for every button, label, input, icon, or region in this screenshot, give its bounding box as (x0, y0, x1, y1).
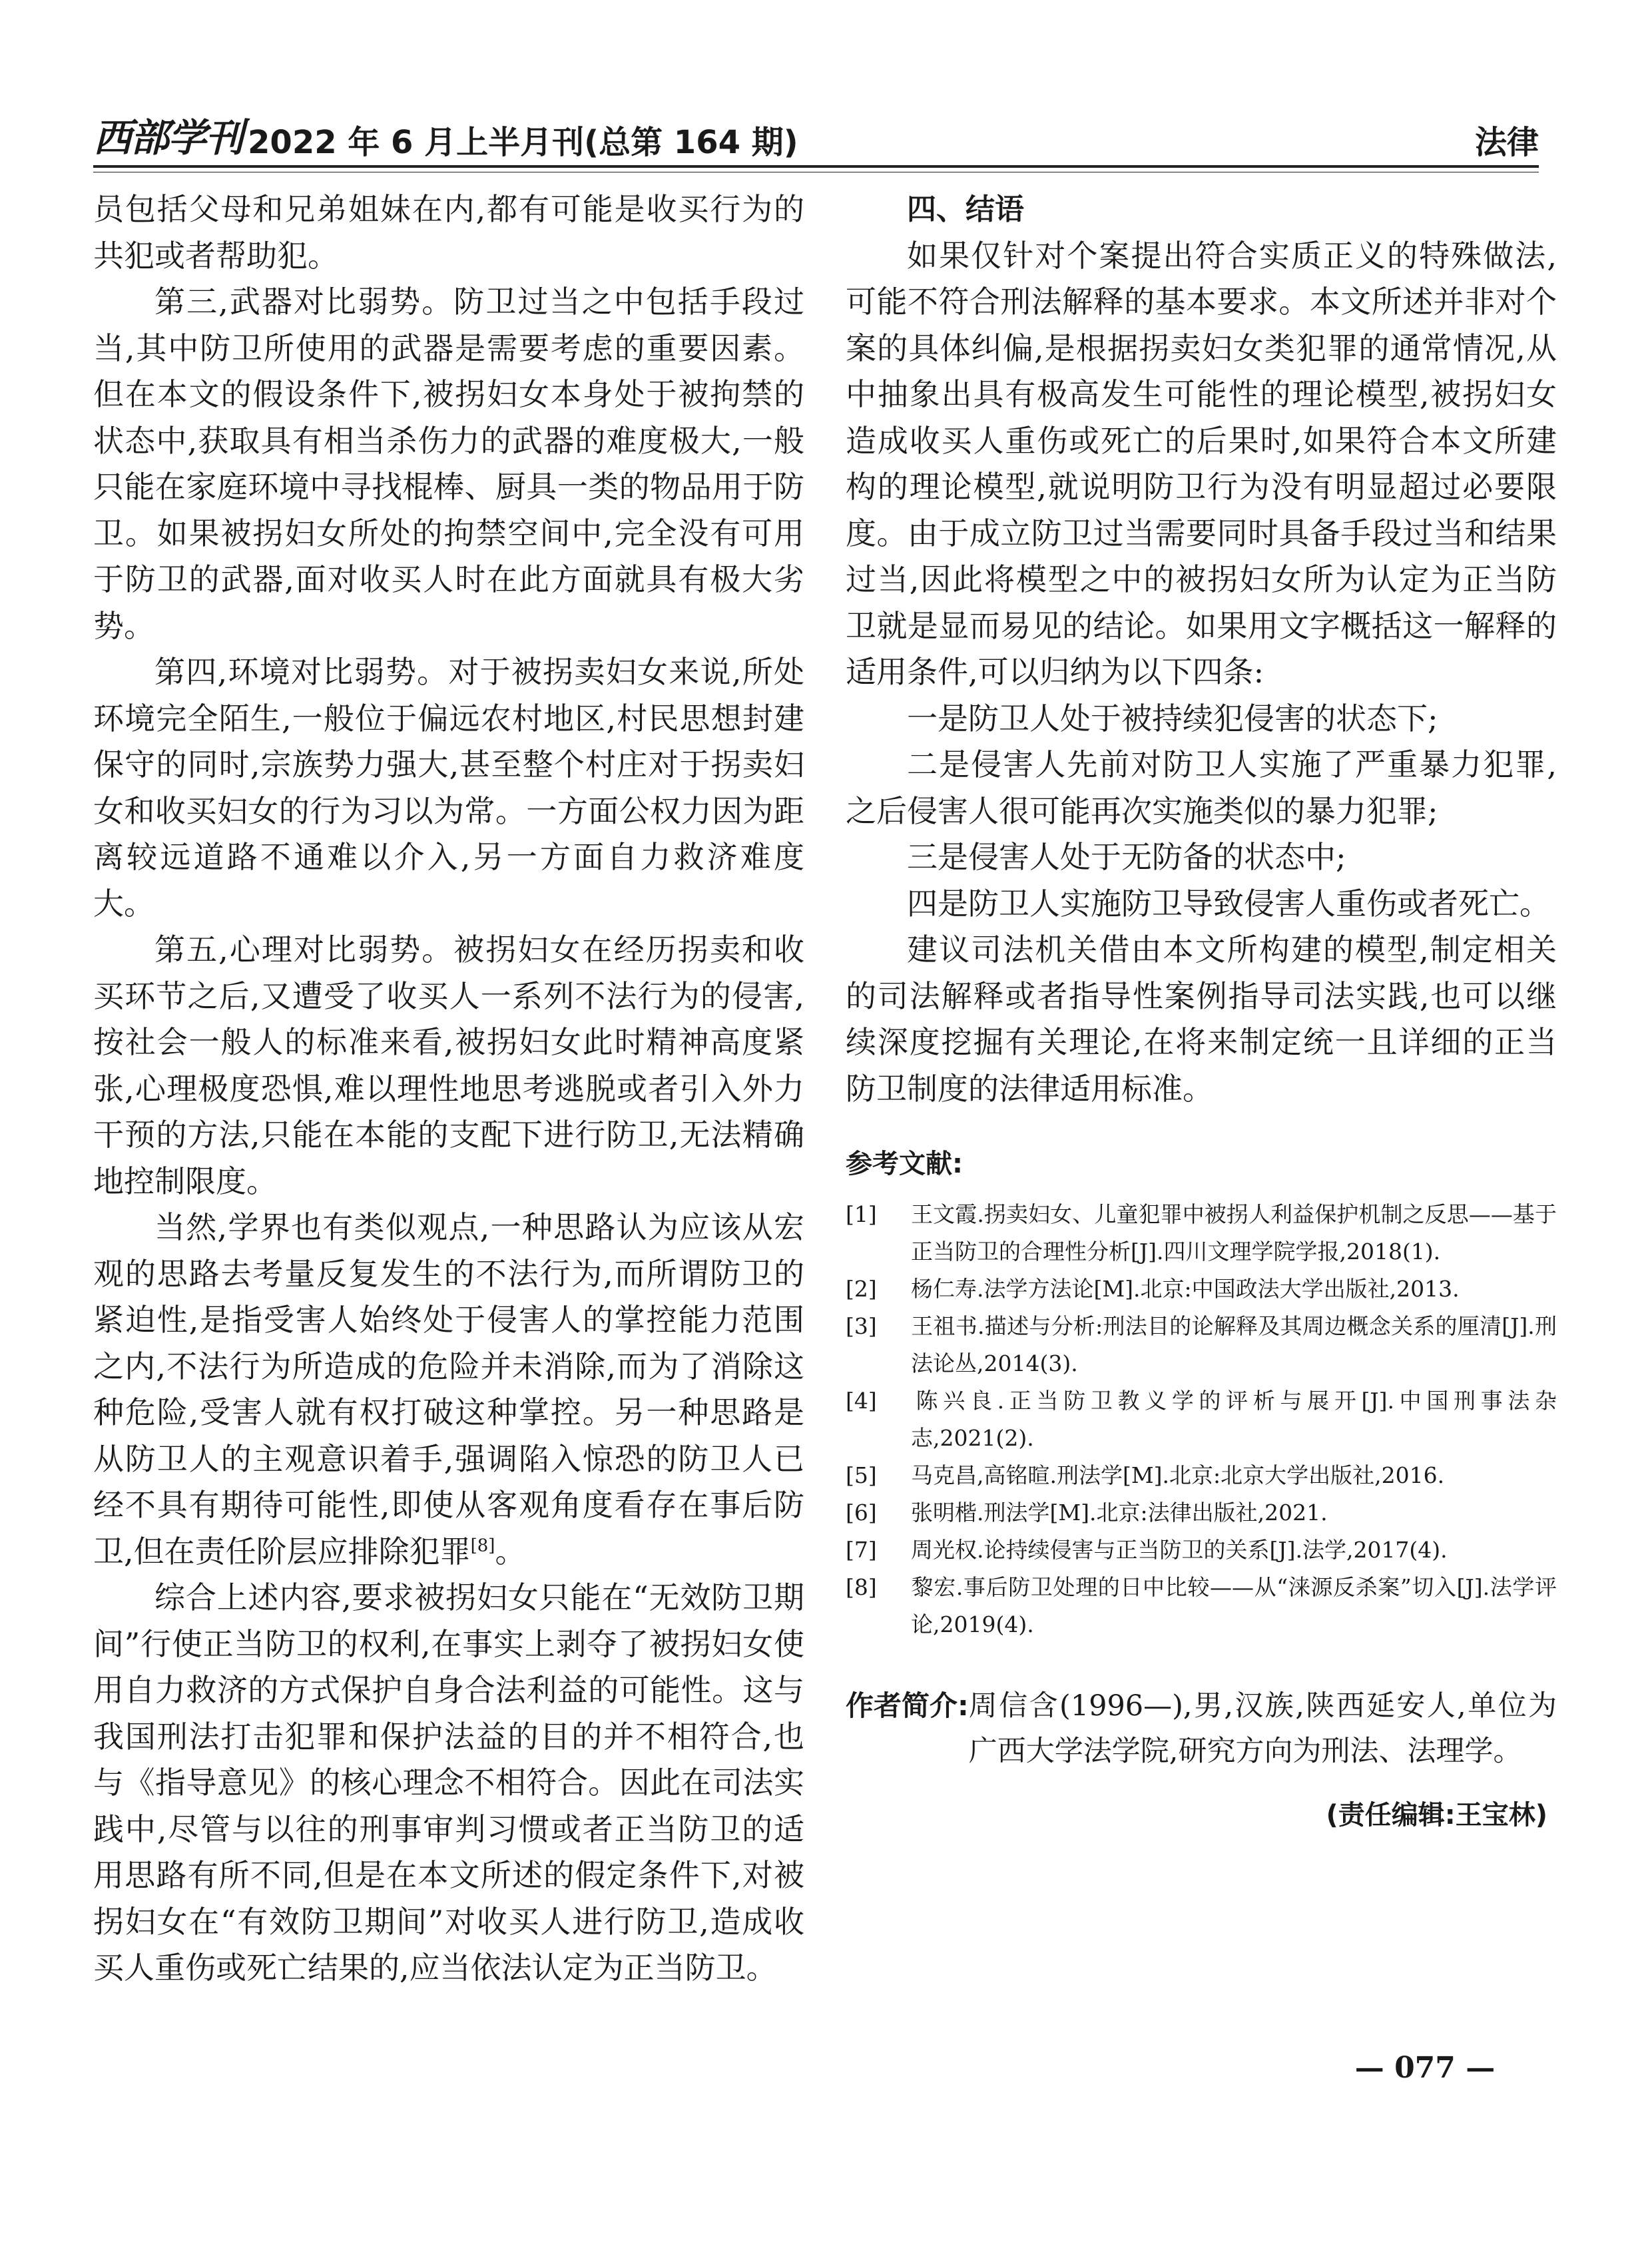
reference-text: 杨仁寿.法学方法论[M].北京:中国政法大学出版社,2013. (911, 1276, 1460, 1302)
paragraph: 第五,心理对比弱势。被拐妇女在经历拐卖和收买环节之后,又遭受了收买人一系列不法行为的侵害,按社会一般人的标准来看,被拐妇女此时精神高度紧张,心理极度恐惧,难以理性地思考逃脱或者引入外力干预的方法,只能在本能的支配下进行防卫,无法精确地控制限度。 (93, 932, 804, 1199)
list-item: 四是防卫人实施防卫导致侵害人重伤或者死亡。 (907, 885, 1550, 922)
list-item: 三是侵害人处于无防备的状态中; (907, 839, 1346, 875)
paragraph: 第四,环境对比弱势。对于被拐卖妇女来说,所处环境完全陌生,一般位于偏远农村地区,村民思想封建保守的同时,宗族势力强大,甚至整个村庄对于拐卖妇女和收买妇女的行为习以为常。一方面公权力因为距离较远道路不通难以介入,另一方面自力救济难度大。 (93, 654, 804, 922)
reference-number: [7] (846, 1537, 877, 1563)
author-label: 作者简介: (846, 1689, 969, 1722)
header-rule (93, 165, 1539, 168)
reference-number: [4] (846, 1388, 877, 1414)
author-text: 周信含(1996—),男,汉族,陕西延安人,单位为广西大学法学院,研究方向为刑法、法理学。 (968, 1689, 1557, 1768)
header-left (93, 107, 798, 162)
reference-item (846, 1308, 1557, 1382)
reference-text: 马克昌,高铭暄.刑法学[M].北京:北京大学出版社,2016. (911, 1462, 1445, 1488)
reference-item (846, 1494, 1557, 1532)
issue-info: 2022 年 6 月上半月刊(总第 164 期) (248, 124, 798, 161)
paragraph-with-citation (93, 1205, 804, 1575)
reference-text: 陈兴良.正当防卫教义学的评析与展开[J].中国刑事法杂志,2021(2). (911, 1388, 1557, 1451)
reference-text: 张明楷.刑法学[M].北京:法律出版社,2021. (911, 1500, 1328, 1526)
paragraph: 第三,武器对比弱势。防卫过当之中包括手段过当,其中防卫所使用的武器是需要考虑的重要因素。但在本文的假设条件下,被拐妇女本身处于被拘禁的状态中,获取具有相当杀伤力的武器的难度极大,一般只能在家庭环境中寻找棍棒、厨具一类的物品用于防卫。如果被拐妇女所处的拘禁空间中,完全没有可用于防卫的武器,面对收买人时在此方面就具有极大劣势。 (93, 284, 804, 644)
reference-item (846, 1270, 1557, 1308)
paragraph: 员包括父母和兄弟姐妹在内,都有可能是收买行为的共犯或者帮助犯。 (93, 191, 804, 274)
references-list (846, 1196, 1557, 1643)
reference-item (846, 1382, 1557, 1457)
paragraph-text: 当然,学界也有类似观点,一种思路认为应该从宏观的思路去考量反复发生的不法行为,而所谓防卫的紧迫性,是指受害人始终处于侵害人的掌控能力范围之内,不法行为所造成的危险并未消除,而为了消除这种危险,受害人就有权打破这种掌控。另一种思路是从防卫人的主观意识着手,强调陷入惊恐的防卫人已经不具有期待可能性,即使从客观角度看存在事后防卫,但在责任阶层应排除犯罪 (93, 1209, 804, 1569)
reference-item (846, 1569, 1557, 1643)
list-item: 二是侵害人先前对防卫人实施了严重暴力犯罪,之后侵害人很可能再次实施类似的暴力犯罪; (846, 746, 1557, 829)
reference-text: 周光权.论持续侵害与正当防卫的关系[J].法学,2017(4). (911, 1537, 1448, 1563)
reference-number: [1] (846, 1201, 877, 1227)
paragraph-tail: 。 (495, 1533, 526, 1569)
paragraph: 如果仅针对个案提出符合实质正义的特殊做法,可能不符合刑法解释的基本要求。本文所述并非对个案的具体纠偏,是根据拐卖妇女类犯罪的通常情况,从中抽象出具有极高发生可能性的理论模型,被拐妇女造成收买人重伤或死亡的后果时,如果符合本文所建构的理论模型,就说明防卫行为没有明显超过必要限度。由于成立防卫过当需要同时具备手段过当和结果过当,因此将模型之中的被拐妇女所为认定为正当防卫就是显而易见的结论。如果用文字概括这一解释的适用条件,可以归纳为以下四条: (846, 237, 1557, 690)
right-column (846, 186, 1557, 1832)
section-heading: 四、结语 (907, 192, 1024, 226)
section-label: 法律 (1474, 124, 1539, 161)
left-column (93, 186, 804, 1992)
reference-number: [2] (846, 1276, 877, 1302)
reference-item (846, 1196, 1557, 1270)
reference-number: [8] (846, 1574, 877, 1600)
reference-item (846, 1532, 1557, 1569)
page-header (93, 115, 1539, 162)
list-item: 一是防卫人处于被持续犯侵害的状态下; (907, 700, 1438, 736)
author-bio (846, 1683, 1557, 1774)
paragraph: 建议司法机关借由本文所构建的模型,制定相关的司法解释或者指导性案例指导司法实践,也可以继续深度挖掘有关理论,在将来制定统一且详细的正当防卫制度的法律适用标准。 (846, 932, 1557, 1107)
reference-text: 黎宏.事后防卫处理的日中比较——从“涞源反杀案”切入[J].法学评论,2019(4). (911, 1574, 1557, 1637)
reference-item (846, 1457, 1557, 1494)
citation-mark: [8] (470, 1536, 495, 1556)
journal-logo: 西部学刊 (93, 115, 243, 160)
paragraph: 综合上述内容,要求被拐妇女只能在“无效防卫期间”行使正当防卫的权利,在事实上剥夺了被拐妇女使用自力救济的方式保护自身合法利益的可能性。这与我国刑法打击犯罪和保护法益的目的并不相符合,也与《指导意见》的核心理念不相符合。因此在司法实践中,尽管与以往的刑事审判习惯或者正当防卫的适用思路有所不同,但是在本文所述的假定条件下,对被拐妇女在“有效防卫期间”对收买人进行防卫,造成收买人重伤或死亡结果的,应当依法认定为正当防卫。 (93, 1579, 804, 1986)
reference-number: [3] (846, 1313, 877, 1339)
responsible-editor: (责任编辑:王宝林) (1326, 1800, 1547, 1830)
page-number: — 077 — (1354, 2051, 1496, 2085)
references-title: 参考文献: (846, 1149, 963, 1179)
reference-number: [5] (846, 1462, 877, 1488)
reference-text: 王文霞.拐卖妇女、儿童犯罪中被拐人利益保护机制之反思——基于正当防卫的合理性分析[J].四川文理学院学报,2018(1). (911, 1201, 1557, 1264)
reference-number: [6] (846, 1500, 877, 1526)
reference-text: 王祖书.描述与分析:刑法目的论解释及其周边概念关系的厘清[J].刑法论丛,2014(3). (911, 1313, 1557, 1376)
